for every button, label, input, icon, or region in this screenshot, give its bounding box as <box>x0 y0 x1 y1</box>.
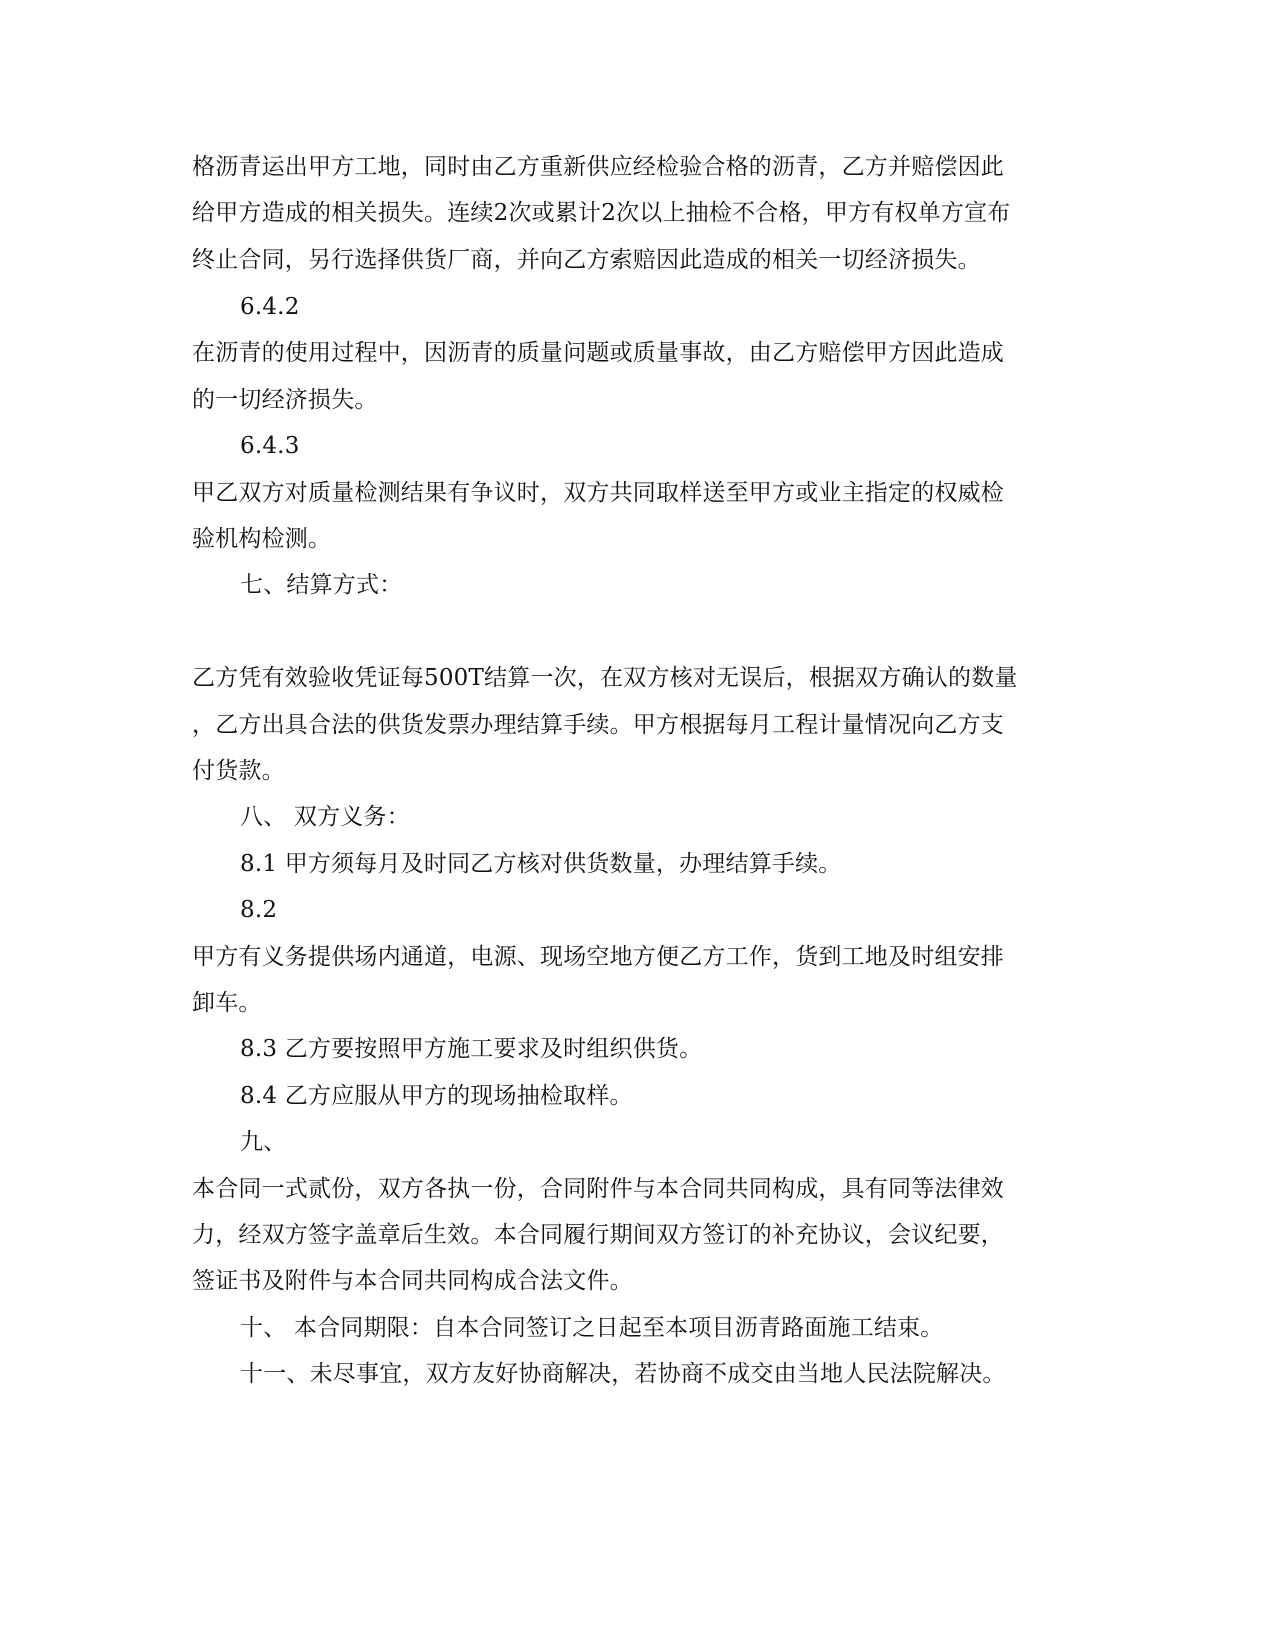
paragraph-line: 本合同一式贰份，双方各执一份，合同附件与本合同共同构成，具有同等法律效 <box>192 1176 1004 1202</box>
paragraph-line: 验机构检测。 <box>192 526 332 552</box>
paragraph-line: 给甲方造成的相关损失。连续2次或累计2次以上抽检不合格，甲方有权单方宣布 <box>192 200 1011 226</box>
clause-number: 8.2 <box>240 897 278 923</box>
paragraph-line: 终止合同，另行选择供货厂商，并向乙方索赔因此造成的相关一切经济损失。 <box>192 247 981 273</box>
section-heading: 七、结算方式： <box>240 572 403 598</box>
clause-number: 6.4.3 <box>240 433 300 459</box>
paragraph-line: 甲乙双方对质量检测结果有争议时，双方共同取样送至甲方或业主指定的权威检 <box>192 480 1004 506</box>
paragraph-line: 签证书及附件与本合同共同构成合法文件。 <box>192 1268 633 1294</box>
paragraph-line: 付货款。 <box>192 758 285 784</box>
paragraph-line: 甲方有义务提供场内通道，电源、现场空地方便乙方工作，货到工地及时组安排 <box>192 944 1004 970</box>
paragraph-line: 乙方凭有效验收凭证每500T结算一次，在双方核对无误后，根据双方确认的数量 <box>192 665 1018 691</box>
section-heading: 八、 双方义务： <box>240 804 410 830</box>
clause-number: 6.4.2 <box>240 294 300 320</box>
paragraph-line: ，乙方出具合法的供货发票办理结算手续。甲方根据每月工程计量情况向乙方支 <box>192 712 1004 738</box>
paragraph-line: 卸车。 <box>192 990 262 1016</box>
paragraph-line: 在沥青的使用过程中，因沥青的质量问题或质量事故，由乙方赔偿甲方因此造成 <box>192 340 1004 366</box>
section-heading: 九、 <box>240 1129 287 1155</box>
section-heading: 十、 本合同期限：自本合同签订之日起至本项目沥青路面施工结束。 <box>240 1315 944 1341</box>
paragraph-line: 的一切经济损失。 <box>192 387 378 413</box>
paragraph-line: 力，经双方签字盖章后生效。本合同履行期间双方签订的补充协议，会议纪要， <box>192 1222 1004 1248</box>
clause-line: 8.3 乙方要按照甲方施工要求及时组织供货。 <box>240 1036 703 1062</box>
paragraph-line: 格沥青运出甲方工地，同时由乙方重新供应经检验合格的沥青，乙方并赔偿因此 <box>192 154 1004 180</box>
clause-line: 8.4 乙方应服从甲方的现场抽检取样。 <box>240 1083 633 1109</box>
clause-line: 8.1 甲方须每月及时同乙方核对供货数量，办理结算手续。 <box>240 851 842 877</box>
section-heading: 十一、未尽事宜，双方友好协商解决，若协商不成交由当地人民法院解决。 <box>240 1361 1006 1387</box>
